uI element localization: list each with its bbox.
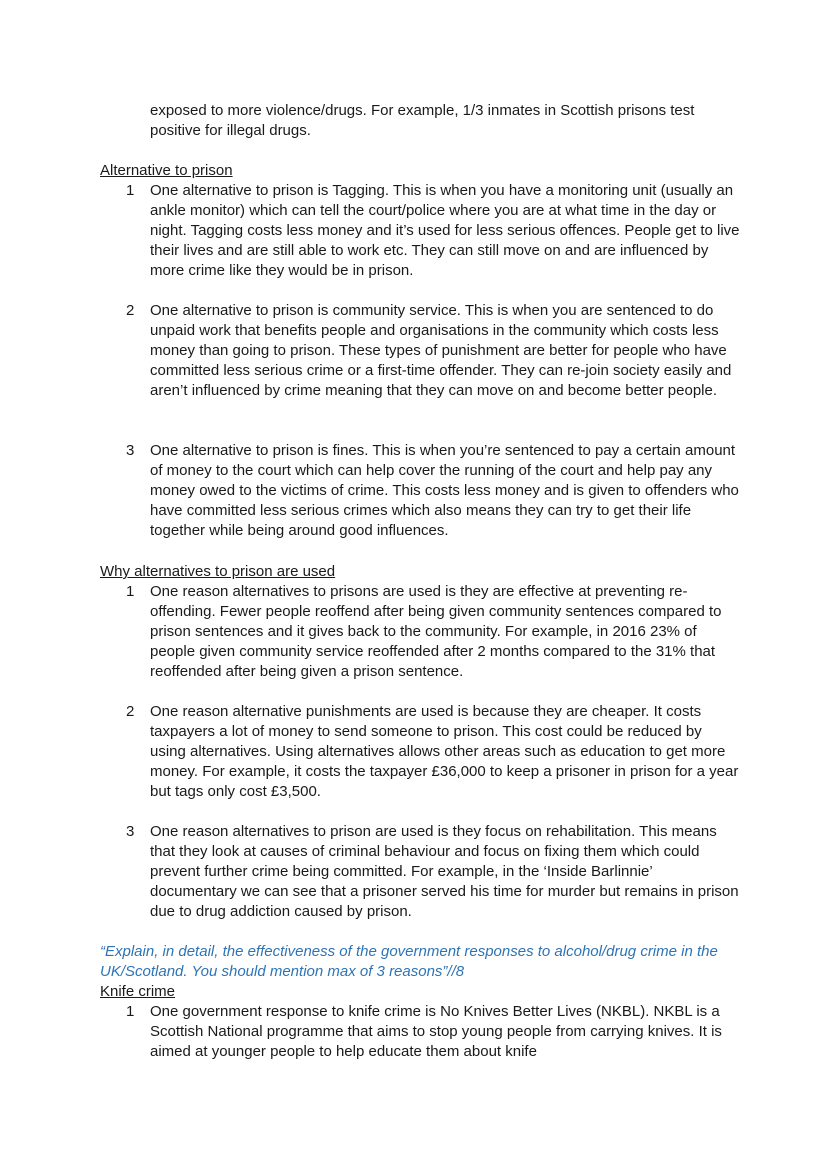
item-text: One alternative to prison is Tagging. This is when you have a monitoring unit (usually an ankle monitor) which can tell the court/police where you are at what time in the day or night. Tagging costs less money and it’s used for less serious offences. People get to live their lives and are still able to work etc. They can still move on and are influenced by more crime like they would be in prison. bbox=[150, 182, 740, 279]
item-number: 2 bbox=[126, 302, 135, 319]
heading-alternative-to-prison: Alternative to prison bbox=[100, 162, 233, 179]
item-number: 1 bbox=[126, 182, 135, 199]
item-text: One government response to knife crime is No Knives Better Lives (NKBL). NKBL is a Scottish National programme that aims to stop young people from carrying knives. It is aimed at younger people to help educate them about knife bbox=[150, 1003, 722, 1060]
item-text: One alternative to prison is fines. This is when you’re sentenced to pay a certain amount of money to the court which can help cover the running of the court and help pay any money owed to the victims of crime. This costs less money and is given to offenders who have committed less serious crimes which also means they can try to get their life together while being around good influences. bbox=[150, 442, 739, 539]
item-number: 1 bbox=[126, 1003, 135, 1020]
intro-paragraph: exposed to more violence/drugs. For example, 1/3 inmates in Scottish prisons test positive for illegal drugs. bbox=[150, 102, 695, 139]
item-text: One reason alternatives to prison are used is they focus on rehabilitation. This means that they look at causes of criminal behaviour and focus on fixing them which could prevent further crime being committed. For example, in the ‘Inside Barlinnie’ documentary we can see that a prisoner served his time for murder but remains in prison due to drug addiction caused by prison. bbox=[150, 823, 739, 920]
item-number: 1 bbox=[126, 583, 135, 600]
item-number: 3 bbox=[126, 442, 135, 459]
heading-why-alternatives-used: Why alternatives to prison are used bbox=[100, 563, 336, 580]
heading-knife-crime: Knife crime bbox=[100, 983, 176, 1000]
item-text: One reason alternatives to prisons are used is they are effective at preventing re-offending. Fewer people reoffend after being given community sentences compared to prison sentences and it gives back to the community. For example, in 2016 23% of people given community service reoffended after 2 months compared to the 31% that reoffended after being given a prison sentence. bbox=[150, 583, 722, 680]
item-text: One reason alternative punishments are used is because they are cheaper. It costs taxpayers a lot of money to send someone to prison. This cost could be reduced by using alternatives. Using alternatives allows other areas such as education to get more money. For example, it costs the taxpayer £36,000 to keep a prisoner in prison for a year but tags only cost £3,500. bbox=[150, 703, 739, 800]
item-number: 3 bbox=[126, 823, 135, 840]
exam-question: “Explain, in detail, the effectiveness of the government responses to alcohol/drug crime in the UK/Scotland. You should mention max of 3 reasons”//8 bbox=[100, 943, 718, 980]
item-text: One alternative to prison is community service. This is when you are sentenced to do unpaid work that benefits people and organisations in the community which costs less money than going to prison. These types of punishment are better for people who have committed less serious crime or a first-time offender. They can re-join society easily and aren’t influenced by crime meaning that they can move on and become better people. bbox=[150, 302, 732, 399]
item-number: 2 bbox=[126, 703, 135, 720]
